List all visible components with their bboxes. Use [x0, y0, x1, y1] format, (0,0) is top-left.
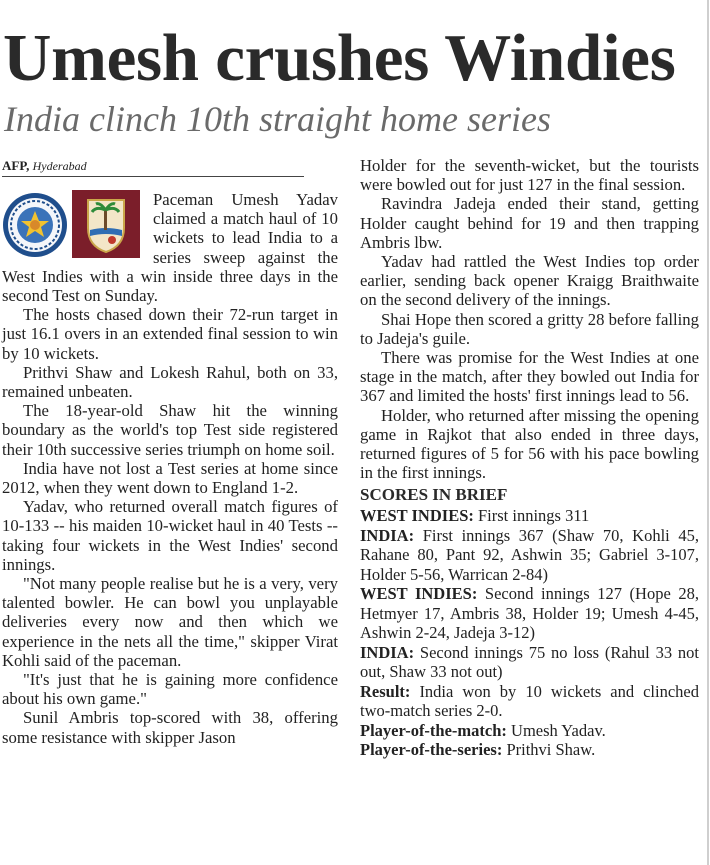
article-paragraph: Yadav, who returned overall match figures of 10-133 -- his maiden 10-wicket haul in 40 Tests -- taking four wickets in the West Indies' second innings.	[2, 497, 338, 574]
subheadline: India clinch 10th straight home series	[4, 99, 551, 139]
score-text: Second innings 127 (Hope 28, Hetmyer 17, Ambris 38, Holder 19; Umesh 4-45, Ashwin 2-24, Jadeja 3-12)	[360, 584, 699, 643]
byline	[2, 156, 304, 177]
score-label: Result:	[360, 681, 411, 701]
article-column-right	[360, 156, 699, 760]
score-line	[360, 526, 699, 585]
article-paragraph: Holder, who returned after missing the opening game in Rajkot that also ended in three days, returned figures of 5 for 56 with his pace bowling in the first innings.	[360, 405, 699, 483]
score-text: Umesh Yadav.	[506, 720, 606, 740]
article-paragraph: There was promise for the West Indies at one stage in the match, after they bowled out India for 367 and limited the hosts' first innings lead to 56.	[360, 348, 699, 406]
score-text: Second innings 75 no loss (Rahul 33 not out, Shaw 33 not out)	[360, 642, 699, 682]
column-rule	[707, 0, 709, 865]
score-line	[360, 721, 699, 741]
team-logos	[2, 190, 149, 257]
score-text: Prithvi Shaw.	[502, 740, 596, 760]
byline-agency: AFP,	[2, 158, 30, 173]
byline-city: Hyderabad	[32, 159, 87, 173]
article-paragraph: India have not lost a Test series at home since 2012, when they went down to England 1-2.	[2, 458, 338, 498]
score-line	[360, 506, 699, 526]
score-text: First innings 311	[473, 506, 590, 526]
article-paragraph: Prithvi Shaw and Lokesh Rahul, both on 33, remained unbeaten.	[2, 362, 338, 402]
west-indies-crest-icon	[72, 190, 140, 258]
article-paragraph: Paceman Umesh Yadav claimed a match haul of 10 wickets to lead India to a series sweep against the West Indies with a win inside three days in the second Test on Sunday.	[2, 190, 338, 306]
score-line	[360, 682, 699, 721]
article-paragraph: Yadav had rattled the West Indies top order earlier, sending back opener Kraigg Braithwaite on the second delivery of the innings.	[360, 252, 699, 310]
bcci-crest-icon	[2, 192, 68, 258]
article-paragraph: The 18-year-old Shaw hit the winning boundary as the world's top Test side registered their 10th successive series triumph on home soil.	[2, 401, 338, 459]
article-paragraph: "Not many people realise but he is a very, very talented bowler. He can bowl you unplayable deliveries every now and then which we experience in the nets all the time," skipper Virat Kohli said of the paceman.	[2, 574, 338, 670]
score-label: INDIA:	[360, 525, 415, 545]
article-paragraph: The hosts chased down their 72-run target in just 16.1 overs in an extended final session to win by 10 wickets.	[2, 305, 338, 363]
score-label: Player-of-the-series:	[360, 740, 503, 760]
article-paragraph: Sunil Ambris top-scored with 38, offering some resistance with skipper Jason	[2, 708, 338, 747]
score-label: WEST INDIES:	[360, 506, 474, 526]
scores-heading: SCORES IN BRIEF	[360, 485, 508, 505]
article-paragraph: Shai Hope then scored a gritty 28 before falling to Jadeja's guile.	[360, 309, 699, 348]
article-paragraph: Holder for the seventh-wicket, but the tourists were bowled out for just 127 in the final session.	[360, 156, 699, 195]
article-paragraph: "It's just that he is gaining more confidence about his own game."	[2, 670, 338, 709]
score-label: WEST INDIES:	[360, 584, 478, 604]
score-line	[360, 643, 699, 682]
score-line	[360, 584, 699, 643]
score-label: Player-of-the-match:	[360, 720, 507, 740]
headline: Umesh crushes Windies	[3, 21, 676, 95]
score-text: First innings 367 (Shaw 70, Kohli 45, Rahane 80, Pant 92, Ashwin 35; Gabriel 3-107, Holder 5-56, Warrican 2-84)	[360, 525, 699, 584]
article-column-left	[2, 156, 338, 747]
score-text: India won by 10 wickets and clinched two-match series 2-0.	[360, 681, 699, 721]
score-label: INDIA:	[360, 642, 415, 662]
score-line	[360, 740, 699, 760]
article-paragraph: Ravindra Jadeja ended their stand, getting Holder caught behind for 19 and then trapping Ambris lbw.	[360, 194, 699, 252]
